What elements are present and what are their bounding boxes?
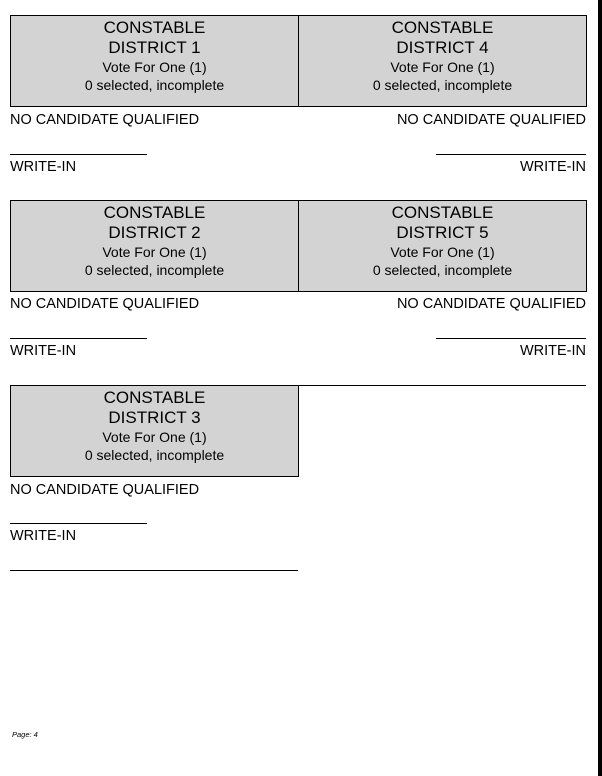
contest-vote-for: Vote For One (1) (102, 244, 207, 260)
write-in-line[interactable] (10, 338, 147, 339)
contest-status: 0 selected, incomplete (84, 77, 225, 93)
candidate-option[interactable]: NO CANDIDATE QUALIFIED (396, 296, 586, 312)
contest-district: DISTRICT 3 (108, 408, 201, 427)
contest-vote-for: Vote For One (1) (390, 244, 495, 260)
contest-header-district-3 (10, 385, 299, 477)
column-divider-line (298, 385, 586, 386)
contest-status: 0 selected, incomplete (84, 262, 225, 278)
candidate-option[interactable]: NO CANDIDATE QUALIFIED (396, 112, 586, 128)
contest-title: CONSTABLE (391, 203, 494, 222)
contest-vote-for: Vote For One (1) (102, 59, 207, 75)
contest-end-line (10, 570, 298, 571)
write-in-line[interactable] (10, 154, 147, 155)
contest-status: 0 selected, incomplete (84, 447, 225, 463)
contest-title: CONSTABLE (103, 203, 206, 222)
contest-header-district-2 (10, 200, 299, 292)
page-right-border (598, 0, 602, 776)
contest-title: CONSTABLE (103, 388, 206, 407)
write-in-label: WRITE-IN (10, 343, 77, 359)
contest-status: 0 selected, incomplete (372, 262, 513, 278)
contest-district: DISTRICT 5 (396, 223, 489, 242)
contest-header-district-4 (298, 15, 587, 107)
write-in-label: WRITE-IN (519, 159, 586, 175)
contest-vote-for: Vote For One (1) (102, 429, 207, 445)
candidate-option[interactable]: NO CANDIDATE QUALIFIED (10, 112, 200, 128)
candidate-option[interactable]: NO CANDIDATE QUALIFIED (10, 482, 200, 498)
contest-title: CONSTABLE (103, 18, 206, 37)
page-number: Page: 4 (12, 730, 38, 739)
contest-title: CONSTABLE (391, 18, 494, 37)
write-in-label: WRITE-IN (10, 528, 77, 544)
contest-district: DISTRICT 4 (396, 38, 489, 57)
write-in-line[interactable] (436, 338, 586, 339)
write-in-line[interactable] (436, 154, 586, 155)
contest-status: 0 selected, incomplete (372, 77, 513, 93)
contest-district: DISTRICT 2 (108, 223, 201, 242)
contest-header-district-5 (298, 200, 587, 292)
write-in-label: WRITE-IN (519, 343, 586, 359)
contest-vote-for: Vote For One (1) (390, 59, 495, 75)
contest-district: DISTRICT 1 (108, 38, 201, 57)
write-in-line[interactable] (10, 523, 147, 524)
write-in-label: WRITE-IN (10, 159, 77, 175)
candidate-option[interactable]: NO CANDIDATE QUALIFIED (10, 296, 200, 312)
contest-header-district-1 (10, 15, 299, 107)
